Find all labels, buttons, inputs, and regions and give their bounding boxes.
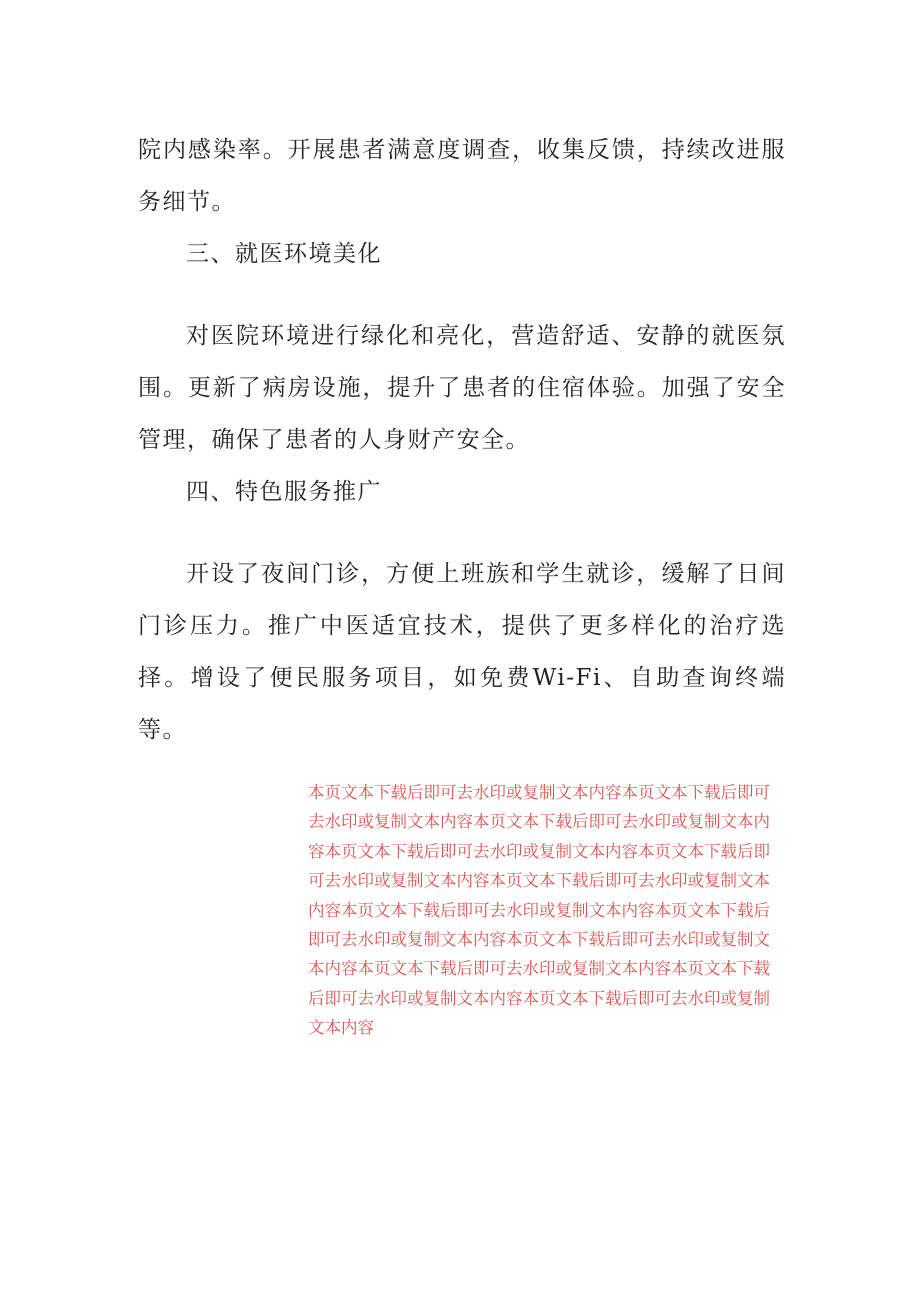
paragraph-continuation: 院内感染率。开展患者满意度调查，收集反馈，持续改进服务细节。	[138, 137, 786, 215]
section-heading-special-services: 四、特色服务推广	[186, 479, 382, 505]
download-notice: 本页文本下载后即可去水印或复制文本内容本页文本下载后即可去水印或复制文本内容本页文本下载后即可去水印或复制文本内容本页文本下载后即可去水印或复制文本内容本页文本下载后即可去水印或复制文本内容本页文本下载后即可去水印或复制文本内容本页文本下载后即可去水印或复制文本内容本页文本下载后即可去水印或复制文本内容本页文本下载后即可去水印或复制文本内容本页文本下载后即可去水印或复制文本内容本页文本下载后即可去水印或复制文本内容本页文本下载后即可去水印或复制文本内容	[308, 783, 770, 1038]
paragraph-special-services: 开设了夜间门诊，方便上班族和学生就诊，缓解了日间门诊压力。推广中医适宜技术，提供了更多样化的治疗选择。增设了便民服务项目，如免费Wi-Fi、自助查询终端等。	[138, 561, 786, 743]
document-body	[138, 124, 786, 756]
section-heading-environment: 三、就医环境美化	[186, 241, 382, 267]
paragraph-environment: 对医院环境进行绿化和亮化，营造舒适、安静的就医氛围。更新了病房设施，提升了患者的住宿体验。加强了安全管理，确保了患者的人身财产安全。	[138, 323, 786, 453]
